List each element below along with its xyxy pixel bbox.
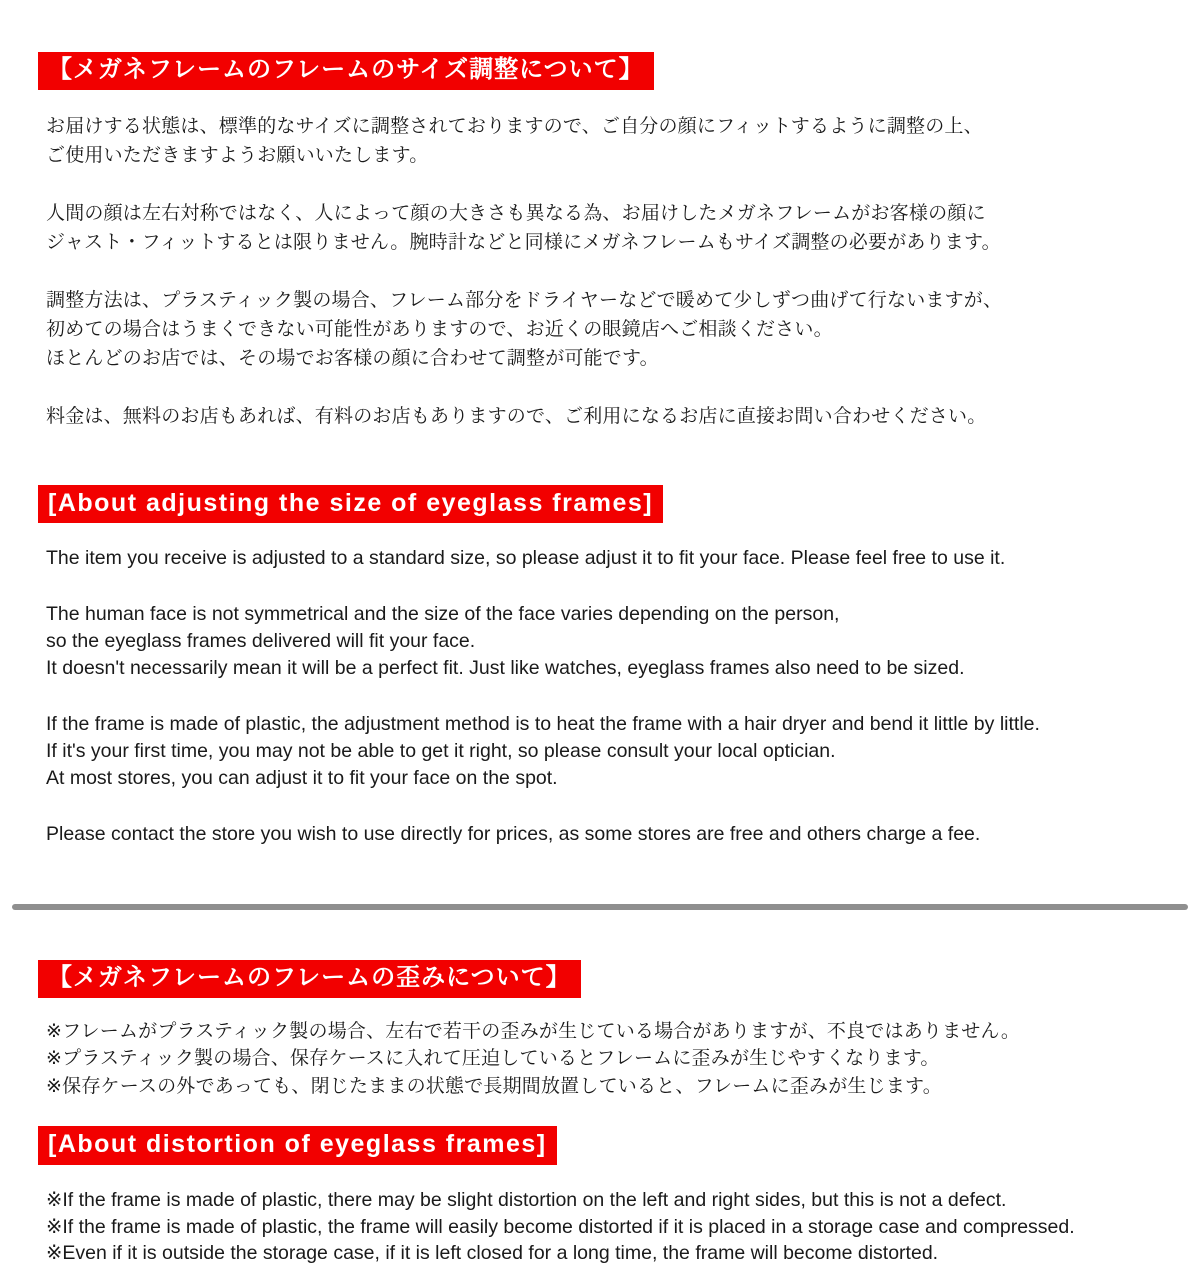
text-line: ほとんどのお店では、その場でお客様の顔に合わせて調整が可能です。: [46, 347, 659, 369]
text-line: The item you receive is adjusted to a standard size, so please adjust it to fit your face. Please feel free to use it.: [46, 547, 1006, 570]
size-section-ja-heading: 【メガネフレームのフレームのサイズ調整について】: [38, 52, 654, 90]
distortion-section-en-heading: [About distortion of eyeglass frames]: [38, 1126, 557, 1165]
note-line: ※フレームがプラスティック製の場合、左右で若干の歪みが生じている場合がありますが、不良ではありません。: [46, 1020, 1021, 1042]
size-en-paragraph-1: [46, 545, 1200, 572]
text-line: 人間の顔は左右対称ではなく、人によって顔の大きさも異なる為、お届けしたメガネフレームがお客様の顔に: [46, 202, 986, 224]
distortion-en-notes: [46, 1187, 1200, 1267]
note-line: ※保存ケースの外であっても、閉じたままの状態で長期間放置していると、フレームに歪みが生じます。: [46, 1075, 942, 1097]
text-line: It doesn't necessarily mean it will be a perfect fit. Just like watches, eyeglass frames also need to be sized.: [46, 657, 965, 680]
text-line: so the eyeglass frames delivered will fit your face.: [46, 630, 476, 653]
text-line: お届けする状態は、標準的なサイズに調整されておりますので、ご自分の顔にフィットするように調整の上、: [46, 115, 983, 137]
size-section-en: [0, 431, 1200, 849]
text-line: ジャスト・フィットするとは限りません。腕時計などと同様にメガネフレームもサイズ調整の必要があります。: [46, 231, 1001, 253]
distortion-section-en: [0, 1100, 1200, 1266]
size-en-paragraph-3: [46, 711, 1200, 792]
text-line: If the frame is made of plastic, the adjustment method is to heat the frame with a hair dryer and bend it little by little.: [46, 713, 1040, 736]
note-line: ※Even if it is outside the storage case, if it is left closed for a long time, the frame will become distorted.: [46, 1242, 939, 1265]
text-line: 調整方法は、プラスティック製の場合、フレーム部分をドライヤーなどで暖めて少しずつ曲げて行ないますが、: [46, 289, 1003, 311]
note-line: ※If the frame is made of plastic, the frame will easily become distorted if it is placed in a storage case and compressed.: [46, 1215, 1075, 1238]
size-ja-paragraph-4: [46, 402, 1200, 431]
size-section-ja: [0, 0, 1200, 431]
distortion-section-ja-heading: 【メガネフレームのフレームの歪みについて】: [38, 960, 581, 998]
size-ja-paragraph-3: [46, 286, 1200, 373]
text-line: 料金は、無料のお店もあれば、有料のお店もありますので、ご利用になるお店に直接お問い合わせください。: [46, 405, 987, 427]
size-en-paragraph-2: [46, 601, 1200, 682]
text-line: Please contact the store you wish to use directly for prices, as some stores are free and others charge a fee.: [46, 823, 981, 846]
size-ja-paragraph-2: [46, 199, 1200, 257]
size-section-en-heading: [About adjusting the size of eyeglass frames]: [38, 485, 663, 524]
distortion-ja-notes: [46, 1018, 1200, 1101]
text-line: The human face is not symmetrical and the size of the face varies depending on the person,: [46, 603, 840, 626]
text-line: 初めての場合はうまくできない可能性がありますので、お近くの眼鏡店へご相談ください。: [46, 318, 833, 340]
size-ja-paragraph-1: [46, 112, 1200, 170]
note-line: ※If the frame is made of plastic, there may be slight distortion on the left and right sides, but this is not a defect.: [46, 1189, 1007, 1212]
distortion-section-ja: [0, 910, 1200, 1100]
text-line: If it's your first time, you may not be able to get it right, so please consult your local optician.: [46, 740, 836, 763]
text-line: ご使用いただきますようお願いいたします。: [46, 144, 429, 166]
size-en-paragraph-4: [46, 821, 1200, 848]
text-line: At most stores, you can adjust it to fit your face on the spot.: [46, 767, 558, 790]
note-line: ※プラスティック製の場合、保存ケースに入れて圧迫しているとフレームに歪みが生じやすくなります。: [46, 1048, 940, 1070]
